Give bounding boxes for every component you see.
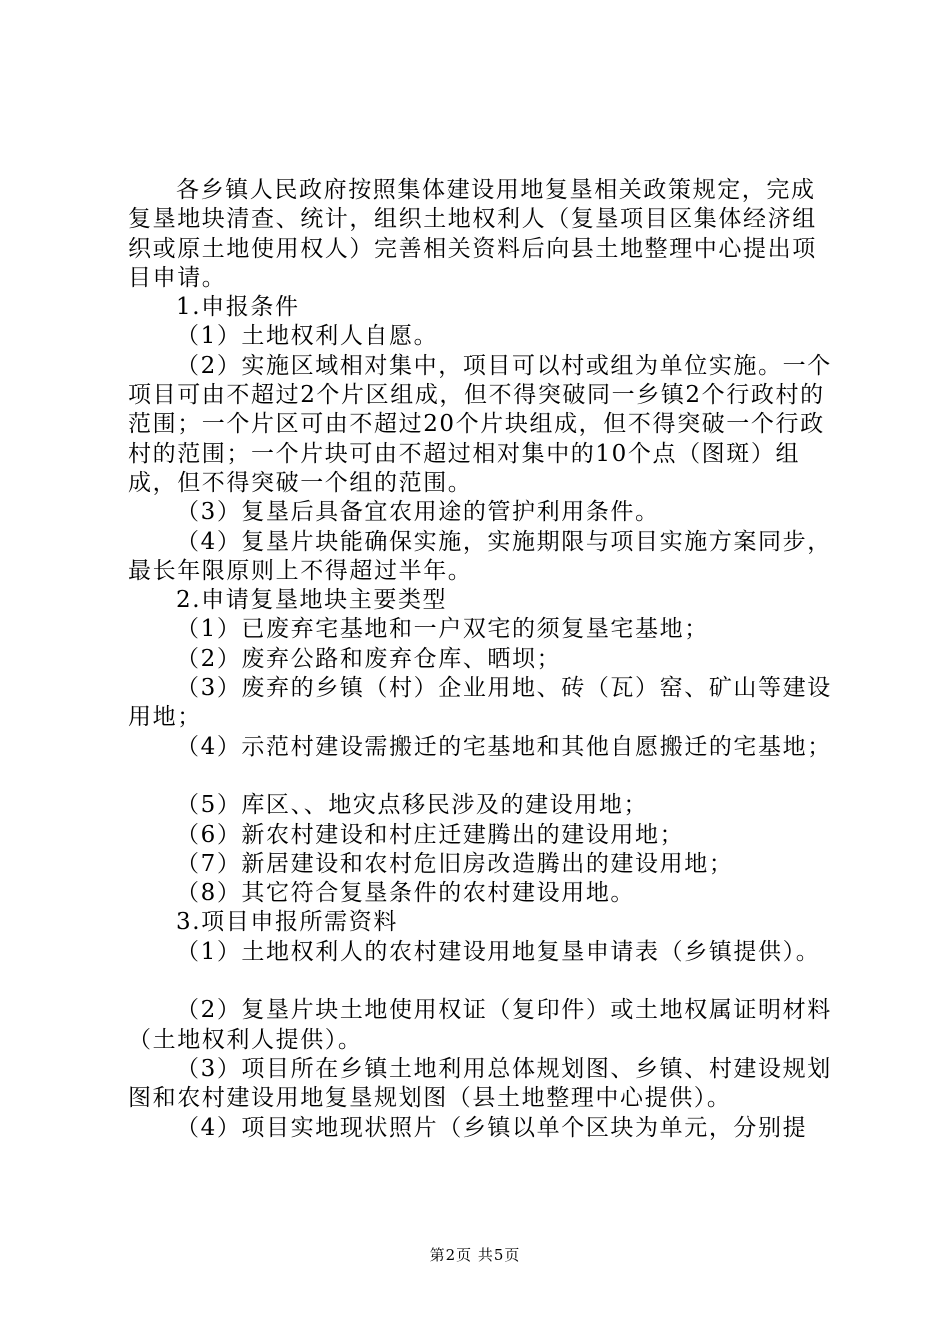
condition-item-2: （2）实施区域相对集中，项目可以村或组为单位实施。一个项目可由不超过2个片区组成，但不得突破同一乡镇2个行政村的范围；一个片区可由不超过20个片块组成，但不得突破一个行政村的范围；一个片块可由不超过相对集中的10个点（图斑）组成，但不得突破一个组的范围。 — [128, 352, 832, 496]
blank-line — [128, 762, 840, 791]
land-type-item-3: （3）废弃的乡镇（村）企业用地、砖（瓦）窑、矿山等建设用地； — [128, 675, 832, 731]
paragraph-intro: 各乡镇人民政府按照集体建设用地复垦相关政策规定，完成复垦地块清查、统计，组织土地权利人（复垦项目区集体经济组织或原土地使用权人）完善相关资料后向县土地整理中心提出项目申请。 — [128, 177, 817, 291]
material-item-1: （1）土地权利人的农村建设用地复垦申请表（乡镇提供）。 — [176, 938, 821, 965]
land-type-item-7: （7）新居建设和农村危旧房改造腾出的建设用地； — [176, 850, 734, 877]
condition-item-1: （1）土地权利人自愿。 — [176, 323, 439, 350]
heading-application-conditions: 1.申报条件 — [176, 294, 300, 321]
condition-item-4: （4）复垦片块能确保实施，实施期限与项目实施方案同步，最长年限原则上不得超过半年。 — [128, 528, 832, 584]
heading-land-types: 2.申请复垦地块主要类型 — [176, 587, 448, 614]
land-type-item-2: （2）废弃公路和废弃仓库、晒坝； — [176, 645, 562, 672]
heading-required-materials: 3.项目申报所需资料 — [176, 909, 398, 936]
condition-item-3: （3）复垦后具备宜农用途的管护利用条件。 — [176, 499, 660, 526]
land-type-item-8: （8）其它符合复垦条件的农村建设用地。 — [176, 880, 636, 907]
blank-line — [128, 967, 840, 996]
page-footer: 第2页 共5页 — [429, 1246, 521, 1264]
material-item-2: （2）复垦片块土地使用权证（复印件）或土地权属证明材料（土地权利人提供）。 — [128, 997, 832, 1053]
land-type-item-6: （6）新农村建设和村庄迁建腾出的建设用地； — [176, 821, 685, 848]
document-body — [128, 176, 840, 1143]
land-type-item-4: （4）示范村建设需搬迁的宅基地和其他自愿搬迁的宅基地； — [176, 733, 832, 760]
material-item-4: （4）项目实地现状照片（乡镇以单个区块为单元，分别提 — [176, 1114, 808, 1141]
land-type-item-5: （5）库区、、地灾点移民涉及的建设用地； — [176, 792, 649, 819]
land-type-item-1: （1）已废弃宅基地和一户双宅的须复垦宅基地； — [176, 616, 709, 643]
material-item-3: （3）项目所在乡镇土地利用总体规划图、乡镇、村建设规划图和农村建设用地复垦规划图（县土地整理中心提供）。 — [128, 1055, 832, 1112]
